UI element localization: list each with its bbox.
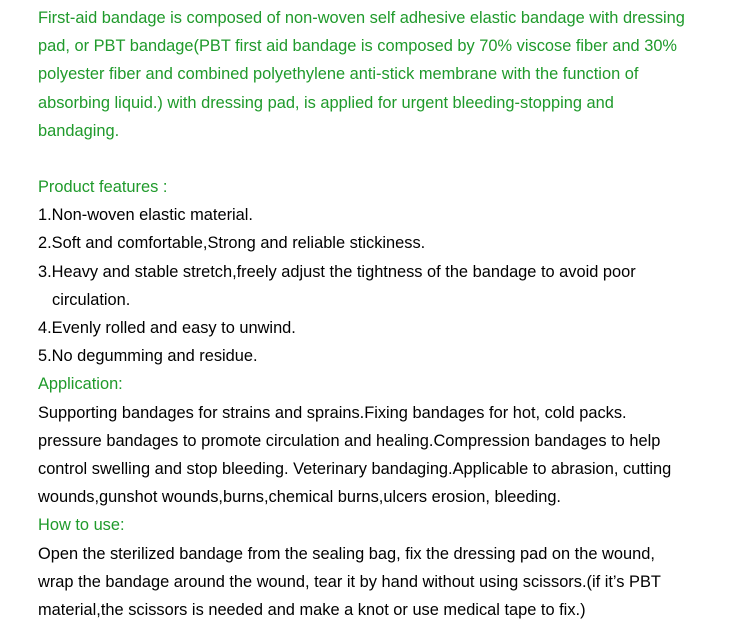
feature-item: 2.Soft and comfortable,Strong and reliable stickiness. (38, 234, 426, 253)
feature-item-text: 3.Heavy and stable stretch,freely adjust the tightness of the bandage to avoid poor (38, 262, 636, 281)
intro-line: bandaging. (38, 121, 120, 140)
features-heading: Product features : (38, 178, 168, 197)
product-description (38, 4, 750, 624)
intro-paragraph (38, 4, 750, 145)
how-to-use-paragraph (38, 540, 750, 625)
application-line: pressure bandages to promote circulation and healing.Compression bandages to help (38, 431, 661, 450)
intro-line: pad, or PBT bandage(PBT first aid bandage is composed by 70% viscose fiber and 30% (38, 37, 678, 56)
feature-item-continuation: circulation. (52, 290, 131, 309)
application-paragraph (38, 399, 750, 512)
feature-item: 5.No degumming and residue. (38, 347, 258, 366)
intro-line: polyester fiber and combined polyethylene anti-stick membrane with the function of (38, 65, 639, 84)
feature-item: 1.Non-woven elastic material. (38, 206, 253, 225)
how-to-use-heading: How to use: (38, 516, 125, 535)
how-to-use-line: wrap the bandage around the wound, tear it by hand without using scissors.(if it’s PBT (38, 572, 661, 591)
how-to-use-line: Open the sterilized bandage from the sealing bag, fix the dressing pad on the wound, (38, 544, 655, 563)
features-list (38, 201, 750, 370)
intro-line: First-aid bandage is composed of non-woven self adhesive elastic bandage with dressing (38, 9, 685, 27)
spacer (38, 145, 750, 173)
how-to-use-line: material,the scissors is needed and make a knot or use medical tape to fix.) (38, 601, 586, 620)
application-line: Supporting bandages for strains and sprains.Fixing bandages for hot, cold packs. (38, 403, 627, 422)
application-line: wounds,gunshot wounds,burns,chemical burns,ulcers erosion, bleeding. (38, 488, 561, 507)
application-line: control swelling and stop bleeding. Veterinary bandaging.Applicable to abrasion, cutting (38, 460, 672, 479)
application-heading: Application: (38, 375, 123, 394)
intro-line: absorbing liquid.) with dressing pad, is applied for urgent bleeding-stopping and (38, 93, 614, 112)
feature-item: 4.Evenly rolled and easy to unwind. (38, 319, 296, 338)
feature-item (38, 258, 750, 314)
